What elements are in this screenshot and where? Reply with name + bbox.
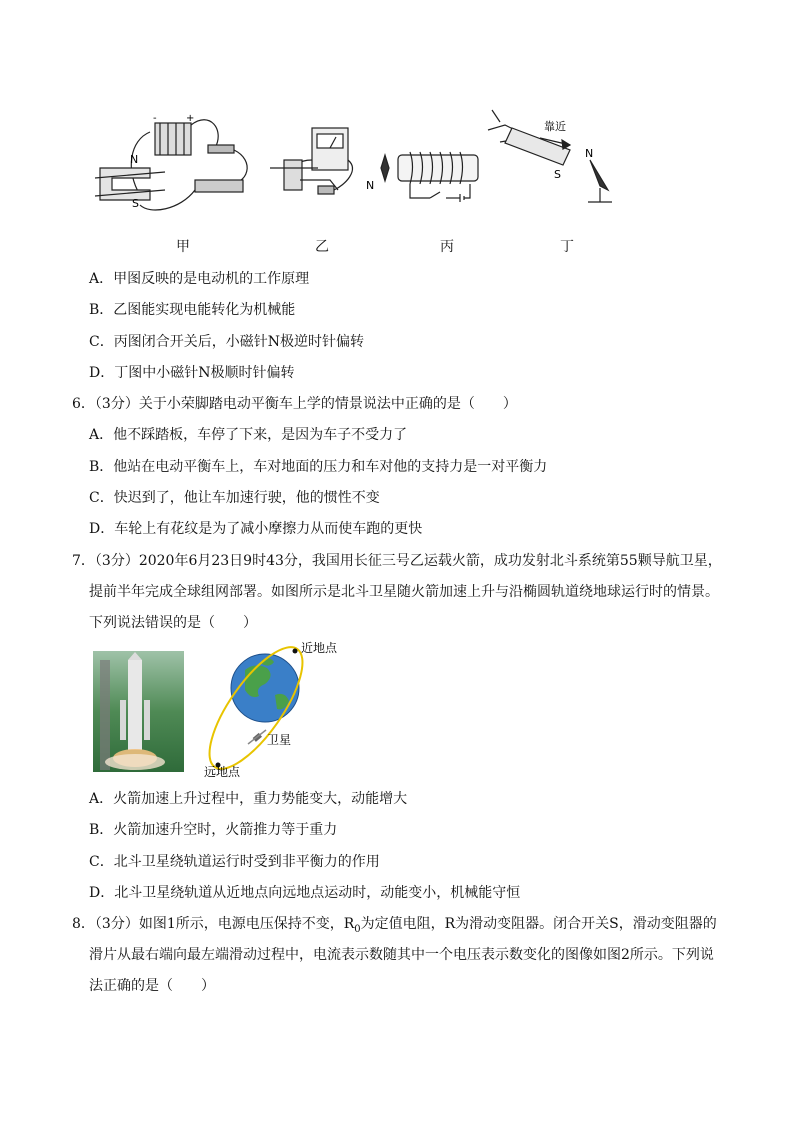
caption-yi: 乙 bbox=[315, 239, 329, 255]
caption-bing: 丙 bbox=[440, 239, 454, 255]
caption-ding: 丁 bbox=[560, 239, 574, 255]
q8-stem-part-b: 为定值电阻，R为滑动变阻器。闭合开关S，滑动变阻器的 bbox=[360, 916, 717, 932]
q7-figure bbox=[0, 640, 794, 790]
electromagnetism-figures bbox=[0, 0, 794, 260]
q5-option-a: A．甲图反映的是电动机的工作原理 bbox=[89, 271, 310, 287]
q8-stem-line2: 滑片从最右端向最左端滑动过程中，电流表示数随其中一个电压表示数变化的图像如图2所示。下列说 bbox=[89, 947, 714, 963]
ding-kaojin-label: 靠近 bbox=[544, 120, 566, 133]
q6-stem: 6．（3分）关于小荣脚踏电动平衡车上学的情景说法中正确的是（ ） bbox=[72, 396, 517, 412]
q7-option-d: D．北斗卫星绕轨道从近地点向远地点运动时，动能变小，机械能守恒 bbox=[89, 885, 521, 901]
apogee-label: 远地点 bbox=[204, 765, 241, 779]
q7-option-c: C．北斗卫星绕轨道运行时受到非平衡力的作用 bbox=[89, 854, 380, 870]
bar-magnet-icon bbox=[505, 128, 570, 165]
q8-stem-part-a: 8．（3分）如图1所示，电源电压保持不变，R bbox=[72, 916, 355, 932]
q5-option-c: C．丙图闭合开关后，小磁针N极逆时针偏转 bbox=[89, 334, 364, 350]
earth-orbit-diagram bbox=[193, 640, 318, 782]
q8-subscript: 0 bbox=[354, 923, 361, 935]
figure-jia bbox=[95, 120, 247, 210]
perigee-dot bbox=[293, 649, 298, 654]
q6-option-d: D．车轮上有花纹是为了减小摩擦力从而使车跑的更快 bbox=[89, 521, 423, 537]
satellite-label: 卫星 bbox=[267, 733, 292, 747]
jia-n-label: N bbox=[130, 153, 139, 166]
figure-yi bbox=[270, 128, 352, 194]
figure-bing bbox=[381, 152, 478, 202]
q5-option-b: B．乙图能实现电能转化为机械能 bbox=[89, 302, 296, 318]
q7-option-a: A．火箭加速上升过程中，重力势能变大，动能增大 bbox=[89, 791, 408, 807]
rheostat-icon bbox=[195, 180, 243, 192]
q7-stem-line1: 7．（3分）2020年6月23日9时43分，我国用长征三号乙运载火箭，成功发射北斗系统第55颗导航卫星， bbox=[72, 553, 722, 569]
q6-option-a: A．他不踩踏板，车停了下来，是因为车子不受力了 bbox=[89, 427, 408, 443]
switch-icon bbox=[208, 145, 234, 153]
q8-stem-line1 bbox=[72, 915, 717, 939]
q7-stem-line2: 提前半年完成全球组网部署。如图所示是北斗卫星随火箭加速上升与沿椭圆轨道绕地球运行时的情景。 bbox=[89, 584, 719, 600]
bing-n-label: N bbox=[366, 179, 375, 192]
jia-plus-label: + bbox=[186, 113, 195, 124]
rocket-photo bbox=[93, 651, 184, 772]
compass-needle-icon bbox=[381, 155, 389, 181]
ding-n-label: N bbox=[585, 147, 594, 160]
q5-option-d: D．丁图中小磁针N极顺时针偏转 bbox=[89, 365, 295, 381]
jia-s-label: S bbox=[132, 197, 139, 210]
q6-option-b: B．他站在电动平衡车上，车对地面的压力和车对他的支持力是一对平衡力 bbox=[89, 459, 548, 475]
q6-option-c: C．快迟到了，他让车加速行驶，他的惯性不变 bbox=[89, 490, 380, 506]
caption-jia: 甲 bbox=[176, 239, 190, 255]
q7-option-b: B．火箭加速升空时，火箭推力等于重力 bbox=[89, 822, 338, 838]
magnet-icon bbox=[284, 160, 302, 190]
ding-s-label: S bbox=[554, 168, 561, 181]
compass-needle-icon bbox=[590, 160, 608, 190]
perigee-label: 近地点 bbox=[301, 641, 338, 655]
q7-stem-line3: 下列说法错误的是（ ） bbox=[89, 615, 257, 631]
q8-stem-line3: 法正确的是（ ） bbox=[89, 978, 215, 994]
jia-minus-label: - bbox=[153, 113, 157, 124]
